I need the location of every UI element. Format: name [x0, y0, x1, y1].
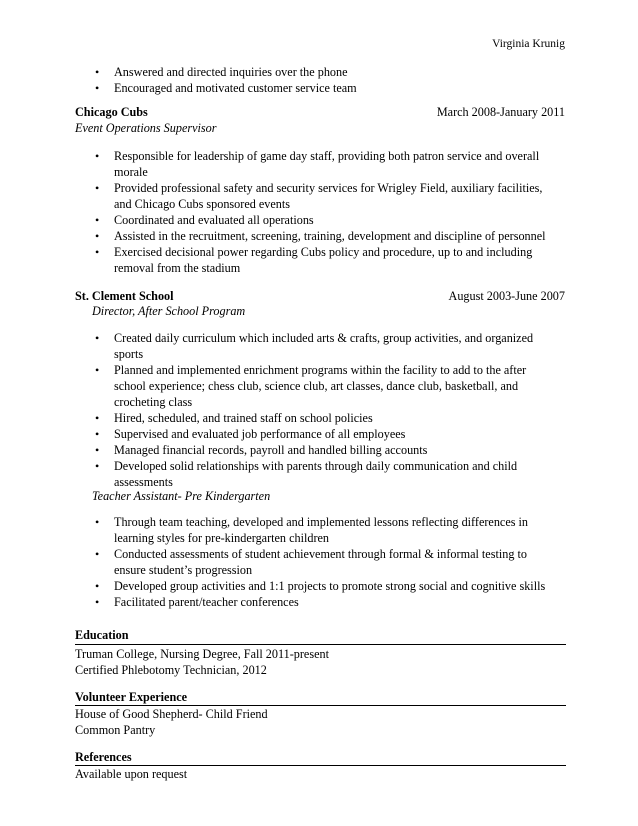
- list-item: • Assisted in the recruitment, screening, training, development and discipline of personnel: [95, 228, 555, 244]
- list-item: • Managed financial records, payroll and handled billing accounts: [95, 442, 557, 458]
- prior-job-bullets: [95, 64, 555, 96]
- list-item: • Conducted assessments of student achievement through formal & informal testing to ensure student’s progression: [95, 546, 557, 578]
- section-heading-volunteer: Volunteer Experience: [75, 690, 188, 704]
- list-item: • Encouraged and motivated customer service team: [95, 80, 555, 96]
- job-title: Teacher Assistant- Pre Kindergarten: [92, 489, 271, 503]
- job-title: Director, After School Program: [92, 304, 246, 318]
- volunteer-line: Common Pantry: [75, 723, 156, 737]
- job-bullets: [95, 148, 555, 276]
- job-title: Event Operations Supervisor: [75, 121, 217, 135]
- list-item: • Provided professional safety and security services for Wrigley Field, auxiliary facilities, and Chicago Cubs sponsored events: [95, 180, 555, 212]
- section-heading-references: References: [75, 750, 132, 764]
- employer-name: St. Clement School: [75, 289, 174, 303]
- section-heading-education: Education: [75, 628, 129, 642]
- list-item: • Exercised decisional power regarding Cubs policy and procedure, up to and including removal from the stadium: [95, 244, 555, 276]
- list-item: • Supervised and evaluated job performance of all employees: [95, 426, 557, 442]
- list-item: • Developed solid relationships with parents through daily communication and child assessments: [95, 458, 557, 490]
- list-item: • Created daily curriculum which included arts & crafts, group activities, and organized sports: [95, 330, 557, 362]
- section-divider: [75, 644, 566, 645]
- list-item: • Planned and implemented enrichment programs within the facility to add to the after school experience; chess club, science club, art classes, dance club, basketball, and crocheting class: [95, 362, 557, 410]
- list-item: • Coordinated and evaluated all operations: [95, 212, 555, 228]
- list-item: • Developed group activities and 1:1 projects to promote strong social and cognitive skills: [95, 578, 557, 594]
- employment-dates: March 2008-January 2011: [436, 105, 565, 119]
- education-line: Certified Phlebotomy Technician, 2012: [75, 663, 267, 677]
- job-bullets: [95, 514, 557, 610]
- education-line: Truman College, Nursing Degree, Fall 2011-present: [75, 647, 329, 661]
- volunteer-line: House of Good Shepherd- Child Friend: [75, 707, 268, 721]
- list-item: • Through team teaching, developed and implemented lessons reflecting differences in learning styles for pre-kindergarten children: [95, 514, 557, 546]
- employment-dates: August 2003-June 2007: [448, 289, 565, 303]
- list-item: • Facilitated parent/teacher conferences: [95, 594, 557, 610]
- list-item: • Answered and directed inquiries over the phone: [95, 64, 555, 80]
- header-name: Virginia Krunig: [492, 38, 565, 50]
- employer-name: Chicago Cubs: [75, 105, 148, 119]
- job-bullets: [95, 330, 557, 490]
- list-item: • Responsible for leadership of game day staff, providing both patron service and overall morale: [95, 148, 555, 180]
- references-line: Available upon request: [75, 767, 188, 781]
- list-item: • Hired, scheduled, and trained staff on school policies: [95, 410, 557, 426]
